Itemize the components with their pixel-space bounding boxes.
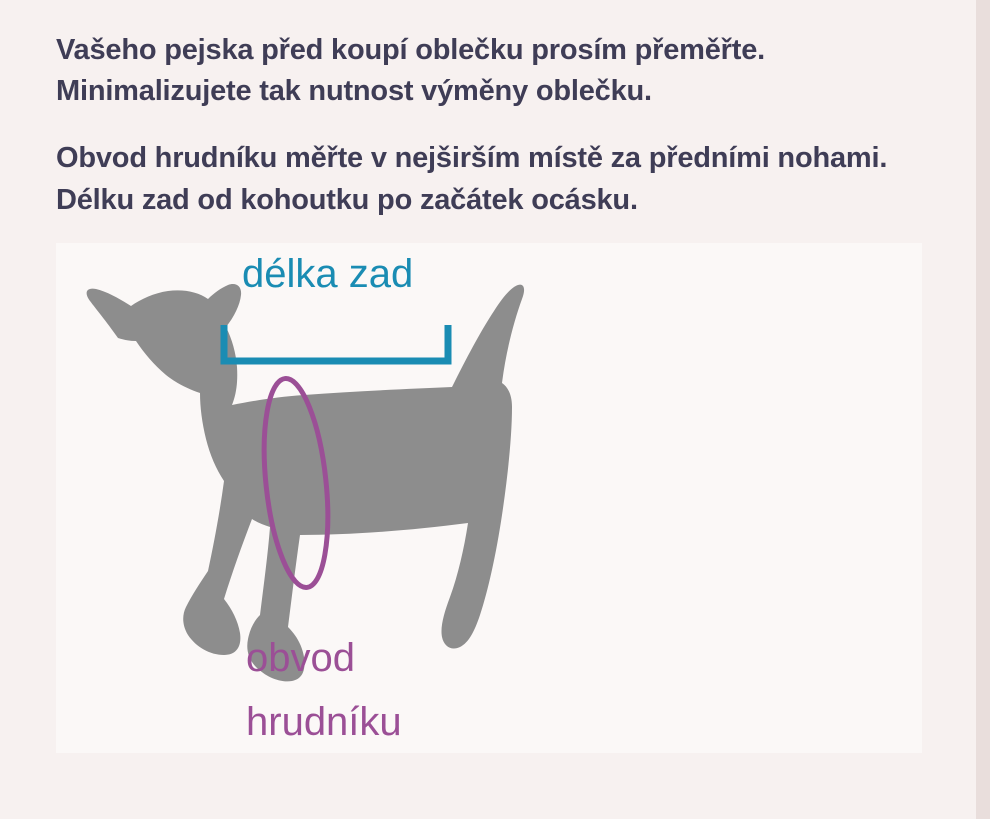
chest-label-line2: hrudníku <box>246 699 402 744</box>
dog-measurement-illustration <box>56 243 922 753</box>
paragraph-measure-instructions: Obvod hrudníku měřte v nejširším místě za předními nohami. Délku zad od kohoutku po začátek ocásku. <box>56 142 888 216</box>
article-content <box>56 30 926 753</box>
paragraph-measure-intro: Vašeho pejska před koupí oblečku prosím přeměřte. Minimalizujete tak nutnost výměny oblečku. <box>56 34 765 108</box>
page-right-edge-strip <box>976 0 990 819</box>
measurement-diagram <box>56 243 922 753</box>
back-length-label: délka zad <box>242 251 414 296</box>
chest-label-line1: obvod <box>246 635 355 680</box>
